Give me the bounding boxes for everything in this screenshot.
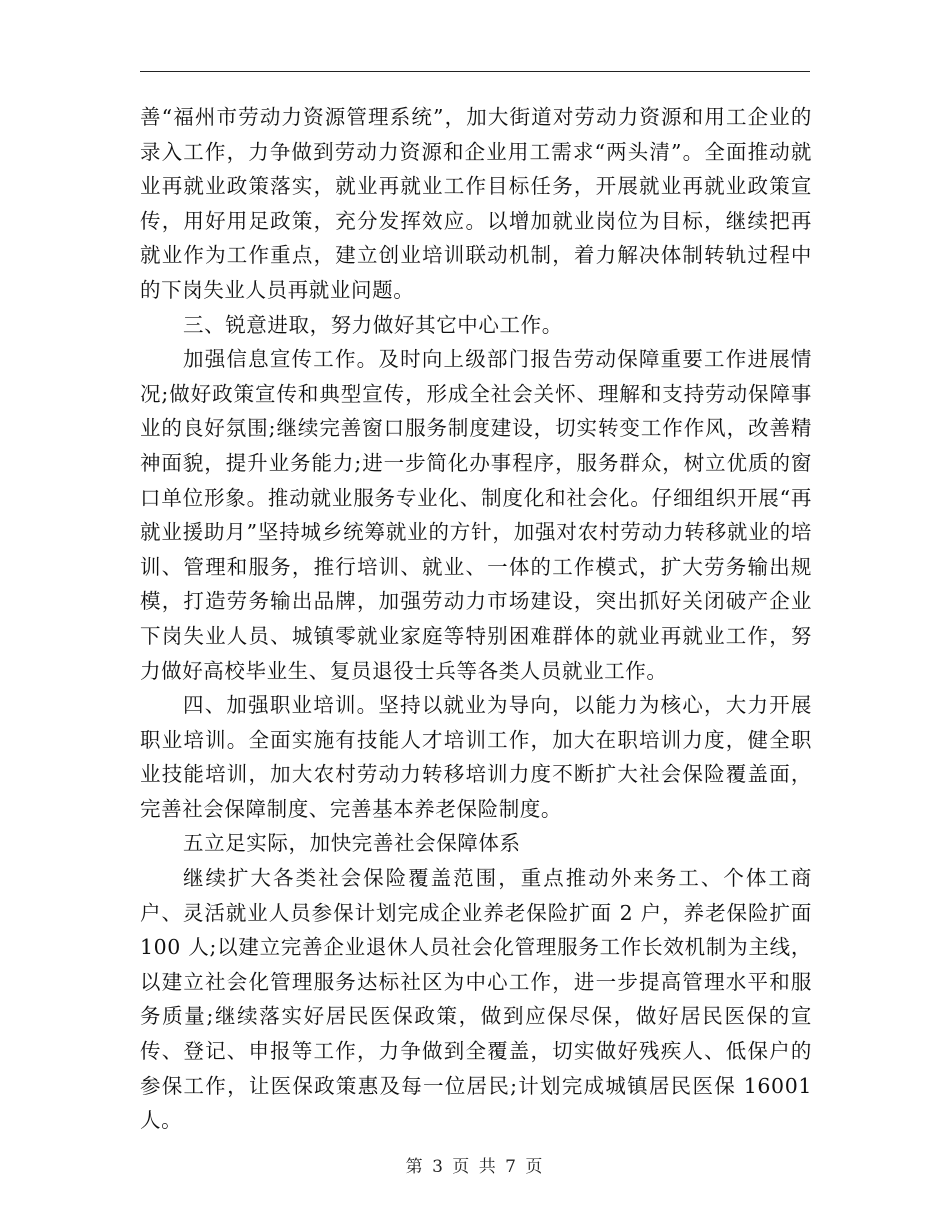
section-heading: 三、锐意进取，努力做好其它中心工作。 (183, 312, 563, 337)
paragraph: 善“福州市劳动力资源管理系统”，加大街道对劳动力资源和用工企业的录入工作，力争做到劳动力资源和企业用工需求“两头清”。全面推动就业再就业政策落实，就业再就业工作目标任务，开展就业再就业政策宣传，用好用足政策，充分发挥效应。以增加就业岗位为目标，继续把再就业作为工作重点，建立创业培训联动机制，着力解决体制转轨过程中的下岗失业人员再就业问题。 (140, 105, 812, 302)
document-body (140, 100, 812, 1138)
section-heading: 五立足实际，加快完善社会保障体系 (183, 831, 521, 856)
paragraph: 继续扩大各类社会保险覆盖范围，重点推动外来务工、个体工商户、灵活就业人员参保计划完成企业养老保险扩面 2 户，养老保险扩面 100 人;以建立完善企业退休人员社会化管理服务工作长效机制为主线，以建立社会化管理服务达标社区为中心工作，进一步提高管理水平和服务质量;继续落实好居民医保政策，做到应保尽保，做好居民医保的宣传、登记、申报等工作，力争做到全覆盖，切实做好残疾人、低保户的参保工作，让医保政策惠及每一位居民;计划完成城镇居民医保 16001 人。 (140, 866, 812, 1133)
header-rule (140, 71, 810, 72)
page-number: 第 3 页 共 7 页 (405, 1157, 545, 1177)
paragraph: 四、加强职业培训。坚持以就业为导向，以能力为核心，大力开展职业培训。全面实施有技能人才培训工作，加大在职培训力度，健全职业技能培训，加大农村劳动力转移培训力度不断扩大社会保险覆盖面，完善社会保障制度、完善基本养老保险制度。 (140, 693, 812, 821)
paragraph: 加强信息宣传工作。及时向上级部门报告劳动保障重要工作进展情况;做好政策宣传和典型宣传，形成全社会关怀、理解和支持劳动保障事业的良好氛围;继续完善窗口服务制度建设，切实转变工作作风，改善精神面貌，提升业务能力;进一步简化办事程序，服务群众，树立优质的窗口单位形象。推动就业服务专业化、制度化和社会化。仔细组织开展“再就业援助月”坚持城乡统筹就业的方针，加强对农村劳动力转移就业的培训、管理和服务，推行培训、就业、一体的工作模式，扩大劳务输出规模，打造劳务输出品牌，加强劳动力市场建设，突出抓好关闭破产企业下岗失业人员、城镇零就业家庭等特别困难群体的就业再就业工作，努力做好高校毕业生、复员退役士兵等各类人员就业工作。 (140, 347, 812, 683)
